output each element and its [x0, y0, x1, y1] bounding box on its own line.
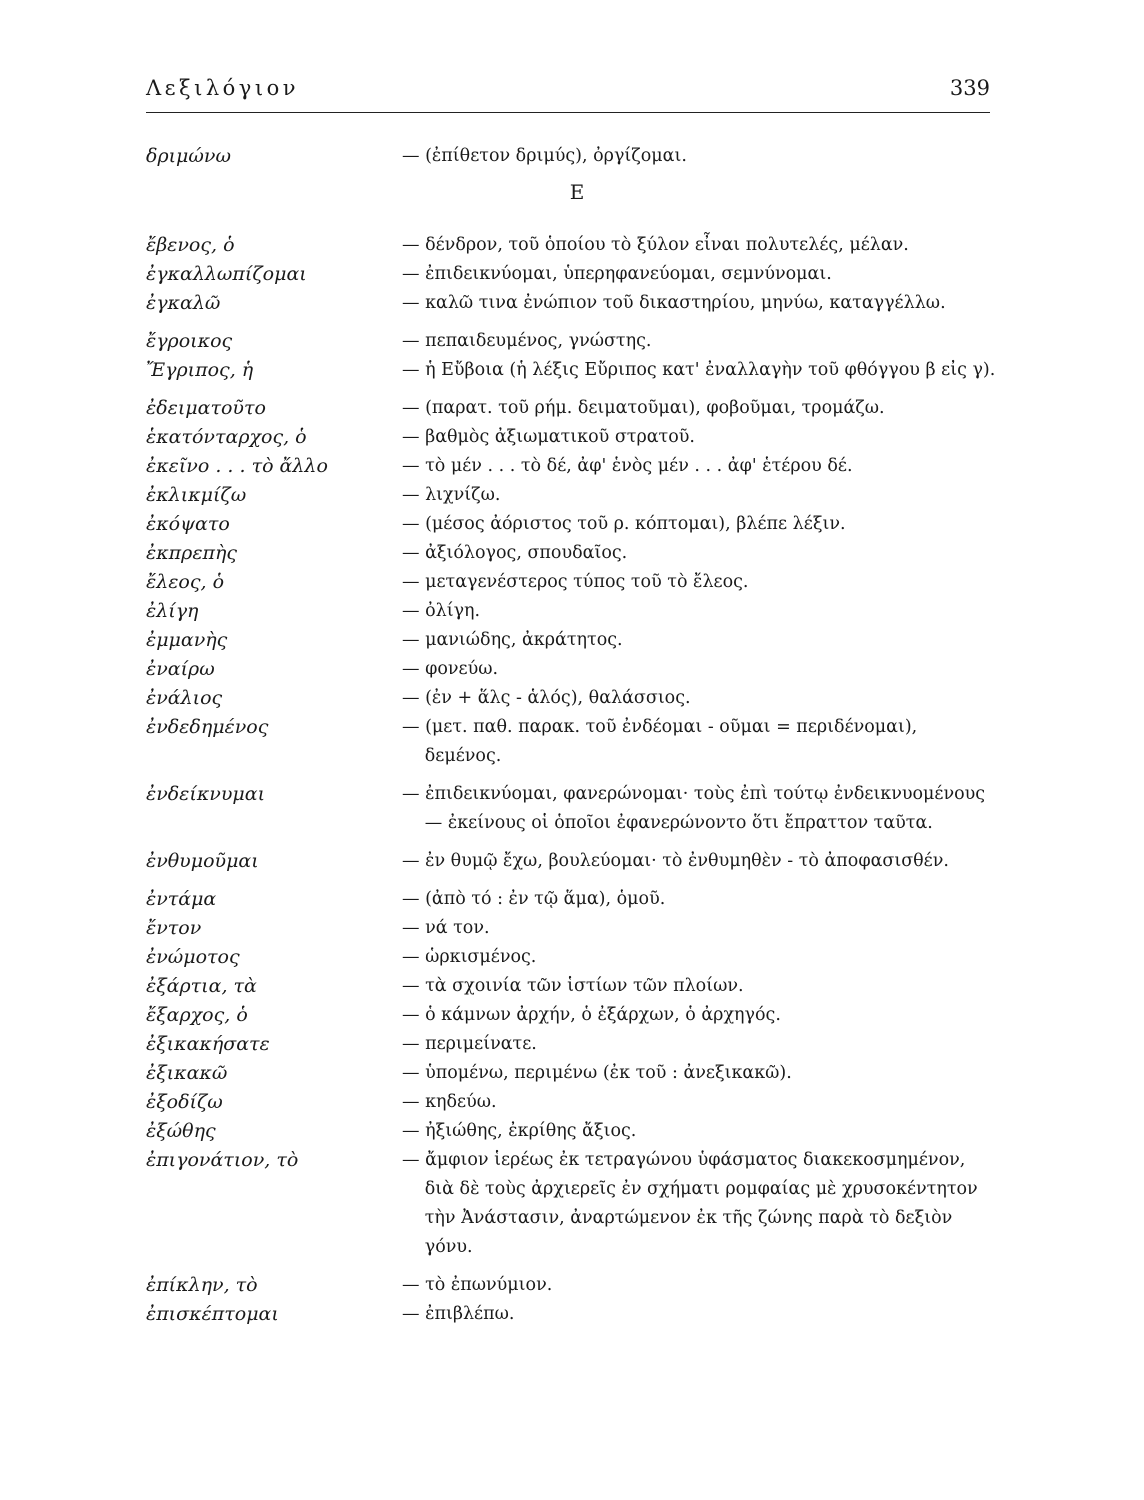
entry-spacer: [146, 385, 1000, 394]
section-letter: Ε: [569, 180, 585, 204]
entry-definition: — πεπαιδευμένος, γνώστης.: [402, 327, 996, 356]
entry-lemma: ἐνδεδημένος: [146, 716, 269, 738]
entry-spacer: [146, 876, 1000, 885]
glossary-entry: [146, 972, 1000, 1001]
running-header: [146, 76, 990, 113]
entry-lemma: ἐνδείκνυμαι: [146, 783, 266, 805]
glossary-entry: [146, 1001, 1000, 1030]
entry-lemma: ἔντον: [146, 917, 202, 939]
entry-definition: — δένδρον, τοῦ ὁποίου τὸ ξύλον εἶναι πολυτελές, μέλαν.: [402, 231, 996, 260]
entry-lemma: ἐναίρω: [146, 658, 215, 680]
entry-definition: — ἄμφιον ἱερέως ἐκ τετραγώνου ὑφάσματος διακεκοσμημένον, διὰ δὲ τοὺς ἀρχιερεῖς ἐν σχήματι ρομφαίας μὲ χρυσοκέντητον τὴν Ἀνάστασιν, ἀναρτώμενον ἐκ τῆς ζώνης παρὰ τὸ δεξιὸν γόνυ.: [402, 1146, 996, 1262]
glossary-entry: [146, 1059, 1000, 1088]
entry-lemma: ἐπίκλην, τὸ: [146, 1274, 258, 1296]
glossary-entries: [146, 142, 1000, 1329]
glossary-entry: [146, 1030, 1000, 1059]
glossary-entry: [146, 260, 1000, 289]
glossary-entry: [146, 713, 1000, 771]
page-number: 339: [949, 76, 990, 100]
entry-lemma: ἐνάλιος: [146, 687, 223, 709]
entry-definition: — ἐπιβλέπω.: [402, 1300, 996, 1329]
entry-lemma: ἑκατόνταρχος, ὁ: [146, 426, 307, 448]
entry-definition: — ἐν θυμῷ ἔχω, βουλεύομαι· τὸ ἐνθυμηθὲν - τὸ ἀποφασισθέν.: [402, 847, 996, 876]
entry-lemma: ἐξώθης: [146, 1120, 216, 1142]
glossary-entry: [146, 780, 1000, 838]
entry-definition: — (ἐπίθετον δριμύς), ὀργίζομαι.: [402, 142, 996, 171]
entry-definition: — λιχνίζω.: [402, 481, 996, 510]
glossary-entry: [146, 1146, 1000, 1262]
glossary-entry: [146, 885, 1000, 914]
entry-lemma: ἐξοδίζω: [146, 1091, 223, 1113]
entry-lemma: ἐλίγη: [146, 600, 199, 622]
entry-list: [146, 231, 1000, 1329]
entry-lemma: Ἔγριπος, ἡ: [146, 359, 254, 381]
entry-definition: — (παρατ. τοῦ ρήμ. δειματοῦμαι), φοβοῦμαι, τρομάζω.: [402, 394, 996, 423]
glossary-entry: [146, 356, 1000, 385]
glossary-entry: [146, 481, 1000, 510]
entry-spacer: [146, 318, 1000, 327]
entry-definition: — καλῶ τινα ἐνώπιον τοῦ δικαστηρίου, μηνύω, καταγγέλλω.: [402, 289, 996, 318]
running-title: Λεξιλόγιον: [146, 76, 299, 100]
glossary-entry: [146, 289, 1000, 318]
entry-definition: — νά τον.: [402, 914, 996, 943]
glossary-entry: [146, 539, 1000, 568]
glossary-entry: [146, 1088, 1000, 1117]
entry-definition: — (μετ. παθ. παρακ. τοῦ ἐνδέομαι - οῦμαι = περιδένομαι), δεμένος.: [402, 713, 996, 771]
entry-definition: — φονεύω.: [402, 655, 996, 684]
glossary-entry: [146, 684, 1000, 713]
entry-definition: — ἠξιώθης, ἐκρίθης ἄξιος.: [402, 1117, 996, 1146]
entry-lemma: ἐγκαλλωπίζομαι: [146, 263, 307, 285]
entry-definition: — ἐπιδεικνύομαι, φανερώνομαι· τοὺς ἐπὶ τούτῳ ἐνδεικνυομένους — ἐκείνους οἱ ὁποῖοι ἐφανερώνοντο ὅτι ἔπραττον ταῦτα.: [402, 780, 996, 838]
entry-lemma: ἐκπρεπὴς: [146, 542, 238, 564]
glossary-entry: [146, 943, 1000, 972]
entry-spacer: [146, 838, 1000, 847]
entry-lemma: ἐδειματοῦτο: [146, 397, 266, 419]
entry-lemma: δριμώνω: [146, 145, 231, 167]
entry-definition: — περιμείνατε.: [402, 1030, 996, 1059]
entry-lemma: ἐξικακήσατε: [146, 1033, 270, 1055]
glossary-entry: [146, 1117, 1000, 1146]
entry-definition: — τὸ ἐπωνύμιον.: [402, 1271, 996, 1300]
glossary-entry: [146, 655, 1000, 684]
entry-definition: — (ἀπὸ τό : ἐν τῷ ἅμα), ὁμοῦ.: [402, 885, 996, 914]
entry-lemma: ἐνώμοτος: [146, 946, 240, 968]
glossary-entry: [146, 626, 1000, 655]
entry-lemma: ἔλεος, ὁ: [146, 571, 225, 593]
glossary-entry: [146, 568, 1000, 597]
entry-lemma: ἔξαρχος, ὁ: [146, 1004, 248, 1026]
glossary-entry: [146, 142, 1000, 171]
entry-definition: — μεταγενέστερος τύπος τοῦ τὸ ἔλεος.: [402, 568, 996, 597]
entry-definition: — ὀλίγη.: [402, 597, 996, 626]
entry-definition: — ἐπιδεικνύομαι, ὑπερηφανεύομαι, σεμνύνομαι.: [402, 260, 996, 289]
entry-definition: — (μέσος ἀόριστος τοῦ ρ. κόπτομαι), βλέπε λέξιν.: [402, 510, 996, 539]
glossary-entry: [146, 231, 1000, 260]
glossary-entry: [146, 394, 1000, 423]
glossary-entry: [146, 327, 1000, 356]
entry-definition: — ὑπομένω, περιμένω (ἐκ τοῦ : ἀνεξικακῶ).: [402, 1059, 996, 1088]
glossary-entry: [146, 452, 1000, 481]
entry-definition: — βαθμὸς ἀξιωματικοῦ στρατοῦ.: [402, 423, 996, 452]
entry-lemma: ἐκόψατο: [146, 513, 230, 535]
glossary-entry: [146, 510, 1000, 539]
entry-definition: — ἀξιόλογος, σπουδαῖος.: [402, 539, 996, 568]
entry-lemma: ἐνθυμοῦμαι: [146, 850, 259, 872]
entry-lemma: ἐξικακῶ: [146, 1062, 228, 1084]
glossary-entry: [146, 847, 1000, 876]
entry-lemma: ἐντάμα: [146, 888, 217, 910]
entry-definition: — τὰ σχοινία τῶν ἱστίων τῶν πλοίων.: [402, 972, 996, 1001]
entry-definition: — ὁ κάμνων ἀρχήν, ὁ ἐξάρχων, ὁ ἀρχηγός.: [402, 1001, 996, 1030]
entry-definition: — ἡ Εὔβοια (ἡ λέξις Εὔριπος κατ' ἐναλλαγὴν τοῦ φθόγγου β εἰς γ).: [402, 356, 996, 385]
entry-definition: — (ἐν + ἅλς - ἁλός), θαλάσσιος.: [402, 684, 996, 713]
glossary-entry: [146, 423, 1000, 452]
glossary-entry: [146, 1271, 1000, 1300]
entry-lemma: ἐκλικμίζω: [146, 484, 247, 506]
entry-definition: — κηδεύω.: [402, 1088, 996, 1117]
glossary-entry: [146, 914, 1000, 943]
entry-definition: — ὡρκισμένος.: [402, 943, 996, 972]
entry-definition: — μανιώδης, ἀκράτητος.: [402, 626, 996, 655]
entry-lemma: ἐγκαλῶ: [146, 292, 221, 314]
entry-lemma: ἐξάρτια, τὰ: [146, 975, 257, 997]
glossary-entry: [146, 1300, 1000, 1329]
entry-definition: — τὸ μέν . . . τὸ δέ, ἀφ' ἑνὸς μέν . . . ἀφ' ἑτέρου δέ.: [402, 452, 996, 481]
entry-lemma: ἐμμανὴς: [146, 629, 228, 651]
entry-lemma: ἔβενος, ὁ: [146, 234, 235, 256]
entry-lemma: ἐπιγονάτιον, τὸ: [146, 1149, 299, 1171]
entry-lemma: ἐκεῖνο . . . τὸ ἄλλο: [146, 455, 328, 477]
entry-lemma: ἔγροικος: [146, 330, 233, 352]
entry-spacer: [146, 771, 1000, 780]
glossary-entry: [146, 597, 1000, 626]
entry-spacer: [146, 1262, 1000, 1271]
entry-lemma: ἐπισκέπτομαι: [146, 1303, 279, 1325]
